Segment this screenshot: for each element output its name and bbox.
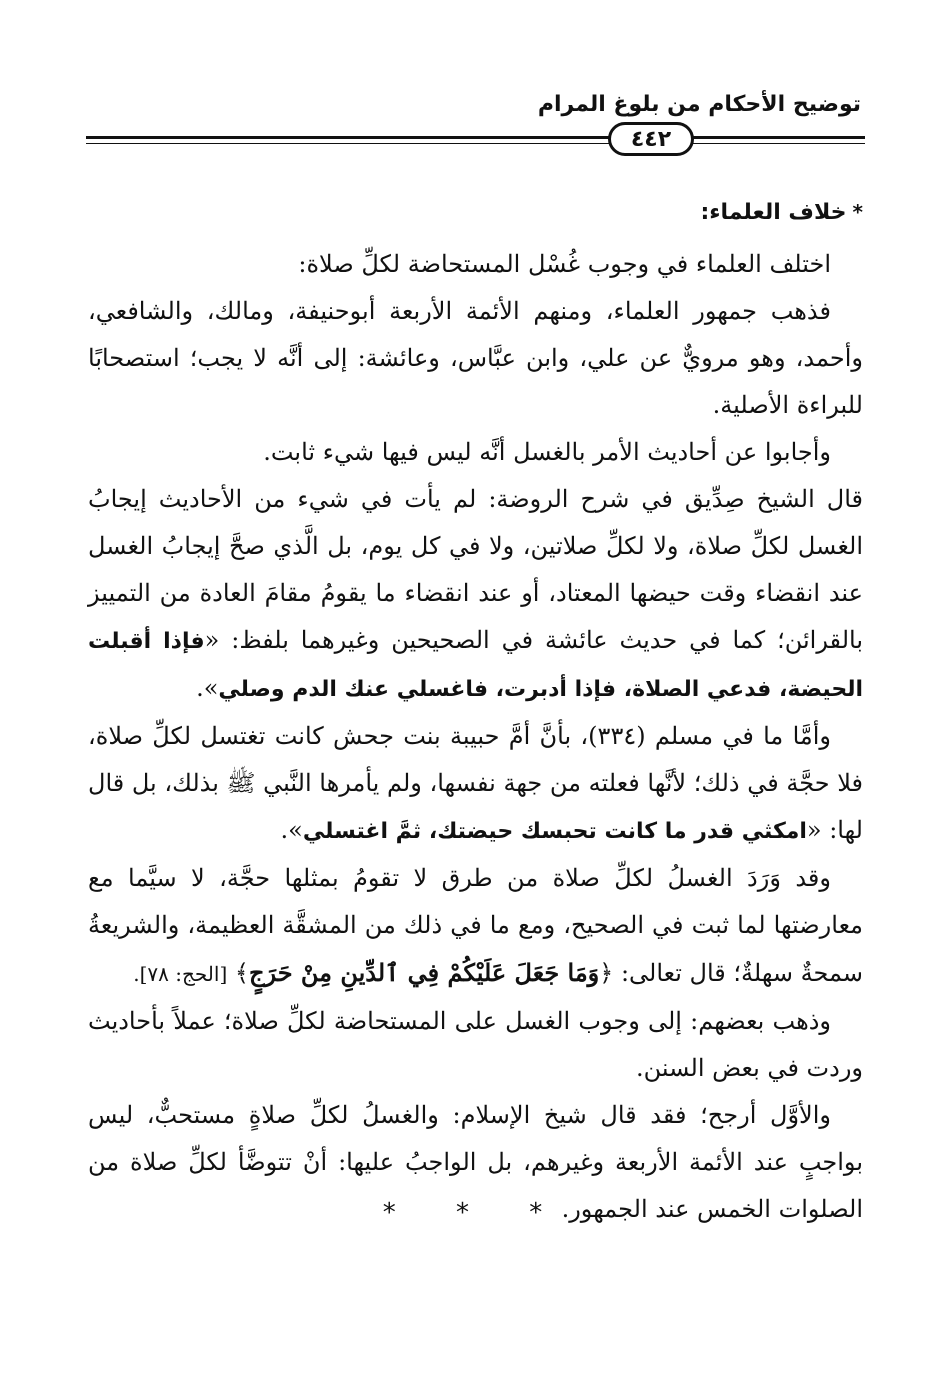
paragraph-6-text: وقد وَرَدَ الغسلُ لكلِّ صلاة من طرق لا تقومُ بمثلها حجَّة، لا سيَّما مع معارضتها لما ثبت في الصحيح، ومع ما في ذلك من المشقَّة العظيمة، والشريعةُ سمحةٌ سهلةٌ؛ قال تعالى: ﴿ bbox=[88, 864, 863, 987]
header-rule-thin bbox=[86, 143, 865, 144]
paragraph-6 bbox=[88, 855, 863, 998]
paragraph-2: فذهب جمهور العلماء، ومنهم الأئمة الأربعة أبوحنيفة، ومالك، والشافعي، وأحمد، وهو مرويٌّ عن علي، وابن عبَّاس، وعائشة: إلى أنَّه لا يجب؛ استصحابًا للبراءة الأصلية. bbox=[88, 297, 863, 419]
section-separator: * * * bbox=[382, 1198, 569, 1228]
running-header-title: توضيح الأحكام من بلوغ المرام bbox=[537, 92, 861, 117]
section-title: خلاف العلماء: bbox=[700, 200, 847, 225]
asterisk-icon: * bbox=[852, 200, 863, 224]
quran-verse: وَمَا جَعَلَ عَلَيْكُمْ فِي ٱلدِّينِ مِنْ حَرَجٍ bbox=[248, 958, 600, 987]
hadith-quote-1: فإذا أقبلت الحيضة، فدعي الصلاة، فإذا أدبرت، فاغسلي عنك الدم وصلي bbox=[88, 629, 863, 702]
hadith-quote-2: امكثي قدر ما كانت تحبسك حيضتك، ثمَّ اغتسلي bbox=[302, 819, 807, 844]
paragraph-4-end: ». bbox=[196, 674, 219, 702]
paragraph-1: اختلف العلماء في وجوب غُسْل المستحاضة لكلِّ صلاة: bbox=[298, 250, 831, 278]
page-content bbox=[88, 184, 863, 1233]
paragraph-8: والأوَّل أرجح؛ فقد قال شيخ الإسلام: والغسلُ لكلِّ صلاةٍ مستحبٌّ، ليس بواجبٍ عند الأئمة الأربعة وغيرهم، بل الواجبُ عليها: أنْ تتوضَّأ لكلِّ صلاة من الصلوات الخمس عند الجمهور. bbox=[88, 1101, 863, 1223]
verse-reference: [الحج: ٧٨]. bbox=[133, 962, 228, 986]
page-number: ٤٤٢ bbox=[608, 122, 694, 156]
paragraph-5-end: ». bbox=[280, 816, 303, 844]
header-rule-thick bbox=[86, 136, 865, 139]
section-heading bbox=[88, 184, 863, 241]
paragraph-3: وأجابوا عن أحاديث الأمر بالغسل أنَّه ليس فيها شيء ثابت. bbox=[263, 438, 831, 466]
header-rule bbox=[86, 134, 865, 148]
quran-close-bracket: ﴾ bbox=[234, 959, 249, 987]
paragraph-5-text: وأمَّا ما في مسلم (٣٣٤)، بأنَّ أمَّ حبيبة بنت جحش كانت تغتسل لكلِّ صلاة، فلا حجَّة في ذلك؛ لأنَّها فعلته من جهة نفسها، ولم يأمرها النَّبي ﷺ بذلك، بل قال لها: « bbox=[88, 722, 863, 844]
paragraph-4-text: قال الشيخ صِدِّيق في شرح الروضة: لم يأت في شيء من الأحاديث إيجابُ الغسل لكلِّ صلاة، ولا لكلِّ صلاتين، ولا في كل يوم، بل الَّذي صحَّ إيجابُ الغسل عند انقضاء وقت حيضها المعتاد، أو عند انقضاء ما يقومُ مقامَ العادة من التمييز بالقرائن؛ كما في حديث عائشة في الصحيحين وغيرهما بلفظ: « bbox=[88, 485, 864, 654]
paragraph-7: وذهب بعضهم: إلى وجوب الغسل على المستحاضة لكلِّ صلاة؛ عملاً بأحاديث وردت في بعض السنن. bbox=[88, 1007, 863, 1082]
paragraph-5 bbox=[88, 713, 863, 855]
paragraph-4 bbox=[88, 476, 863, 713]
